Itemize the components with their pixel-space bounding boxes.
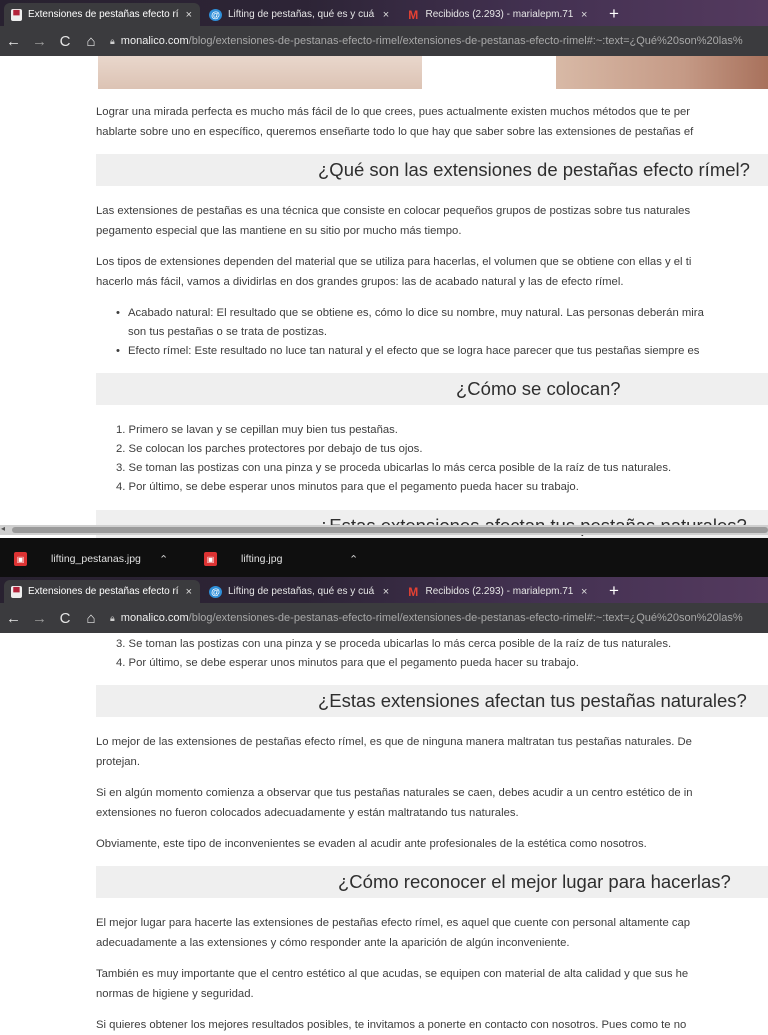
forward-button[interactable]: → bbox=[32, 32, 47, 50]
list-item: 4. Por último, se debe esperar unos minutos para que el pegamento pueda hacer su trabajo. bbox=[116, 657, 579, 669]
tab-title: Extensiones de pestañas efecto rí bbox=[27, 9, 179, 20]
list-item: 3. Se toman las postizas con una pinza y se proceda ubicarlas lo más cerca posible de la raíz de tus naturales. bbox=[116, 638, 672, 650]
paragraph-line-cut: Si quieres obtener los mejores resultados posibles, te invitamos a ponerte en contacto con nosotros. Pues como te no bbox=[96, 1019, 687, 1031]
new-tab-button[interactable]: + bbox=[609, 4, 619, 23]
reload-button[interactable]: C bbox=[59, 32, 71, 50]
lock-icon: 🔒︎ bbox=[110, 612, 115, 623]
page-content-top bbox=[0, 56, 768, 525]
paragraph-line: Si en algún momento comienza a observar que tus pestañas naturales se caen, debes acudir a un centro estético de in bbox=[96, 787, 693, 799]
home-button[interactable]: ⌂ bbox=[86, 32, 96, 50]
image-file-icon: ▣ bbox=[14, 552, 27, 566]
tab-strip bbox=[0, 0, 768, 26]
paragraph-line: Las extensiones de pestañas es una técnica que consiste en colocar pequeños grupos de postizas sobre tus naturales bbox=[96, 205, 691, 217]
tab-strip bbox=[0, 577, 768, 603]
tab-extensiones[interactable] bbox=[4, 580, 200, 603]
downloads-bar bbox=[0, 538, 768, 580]
chevron-up-icon[interactable]: ⌃ bbox=[349, 553, 359, 566]
horizontal-scrollbar[interactable] bbox=[0, 525, 768, 535]
paragraph-line: Lo mejor de las extensiones de pestañas efecto rímel, es que de ninguna manera maltratan tus pestañas naturales. De bbox=[96, 736, 692, 748]
list-item: 1. Primero se lavan y se cepillan muy bien tus pestañas. bbox=[116, 424, 398, 436]
intro-line-1: Lograr una mirada perfecta es mucho más fácil de lo que crees, pues actualmente existen muchos métodos que te per bbox=[96, 106, 691, 118]
close-tab-icon[interactable]: × bbox=[382, 585, 390, 598]
paragraph-line: extensiones no fueron colocados adecuadamente y están maltratando tus naturales. bbox=[96, 807, 519, 819]
download-filename: lifting.jpg bbox=[241, 553, 283, 565]
section-heading: ¿Cómo reconocer el mejor lugar para hacerlas? bbox=[96, 866, 768, 898]
scrollbar-thumb[interactable] bbox=[12, 527, 768, 533]
close-tab-icon[interactable]: × bbox=[185, 8, 193, 21]
tab-gmail[interactable] bbox=[400, 580, 596, 603]
bullet-dot: • bbox=[116, 307, 120, 319]
download-filename: lifting_pestanas.jpg bbox=[51, 553, 141, 565]
article-image-left bbox=[98, 56, 422, 89]
paragraph-line: El mejor lugar para hacerte las extensiones de pestañas efecto rímel, es aquel que cuente con personal altamente cap bbox=[96, 917, 691, 929]
intro-line-2: hablarte sobre uno en específico, queremos enseñarte todo lo que hay que saber sobre las extensiones de pestañas ef bbox=[96, 126, 694, 138]
paragraph-line: Obviamente, este tipo de inconvenientes se evaden al acudir ante profesionales de la estética como nosotros. bbox=[96, 838, 647, 850]
tab-title: Extensiones de pestañas efecto rí bbox=[27, 586, 179, 597]
article-favicon-icon: ▀ bbox=[11, 9, 22, 21]
paragraph-line: protejan. bbox=[96, 756, 140, 768]
address-bar[interactable] bbox=[110, 612, 762, 624]
toolbar bbox=[0, 26, 768, 56]
new-tab-button[interactable]: + bbox=[609, 581, 619, 600]
list-item: 2. Se colocan los parches protectores por debajo de tus ojos. bbox=[116, 443, 423, 455]
chevron-up-icon[interactable]: ⌃ bbox=[159, 553, 169, 566]
bullet-line: Acabado natural: El resultado que se obtiene es, cómo lo dice su nombre, muy natural. Las personas deberán mira bbox=[128, 307, 704, 319]
back-button[interactable]: ← bbox=[6, 609, 21, 627]
url-path: /blog/extensiones-de-pestanas-efecto-rimel/extensiones-de-pestanas-efecto-rimel#:~:text=¿Qué%20son%20las% bbox=[188, 35, 743, 47]
paragraph-line: normas de higiene y seguridad. bbox=[96, 988, 254, 1000]
paragraph-line: hacerlo más fácil, vamos a dividirlas en dos grandes grupos: las de acabado natural y las de efecto rímel. bbox=[96, 276, 624, 288]
browser-window-top bbox=[0, 0, 768, 56]
tab-lifting[interactable] bbox=[202, 580, 398, 603]
lock-icon: 🔒︎ bbox=[110, 35, 115, 46]
list-item: 4. Por último, se debe esperar unos minutos para que el pegamento pueda hacer su trabajo. bbox=[116, 481, 579, 493]
section-heading: ¿Cómo se colocan? bbox=[96, 373, 768, 405]
url-host: monalico.com bbox=[120, 35, 189, 47]
download-item[interactable] bbox=[14, 552, 204, 566]
toolbar bbox=[0, 603, 768, 633]
close-tab-icon[interactable]: × bbox=[185, 585, 193, 598]
browser-window-bottom bbox=[0, 577, 768, 633]
scroll-left-icon[interactable]: ◂ bbox=[1, 524, 6, 533]
paragraph-line: También es muy importante que el centro estético al que acudas, se equipen con material de alta calidad y que sus he bbox=[96, 968, 689, 980]
page-content-bottom bbox=[0, 633, 768, 1031]
home-button[interactable]: ⌂ bbox=[86, 609, 96, 627]
lifting-favicon-icon: @ bbox=[209, 586, 222, 598]
tab-title: Lifting de pestañas, qué es y cuá bbox=[228, 586, 375, 597]
list-item: 3. Se toman las postizas con una pinza y se proceda ubicarlas lo más cerca posible de la raíz de tus naturales. bbox=[116, 462, 672, 474]
section-heading: ¿Estas extensiones afectan tus pestañas naturales? bbox=[96, 685, 768, 717]
download-item[interactable] bbox=[204, 552, 394, 566]
paragraph-line: pegamento especial que las mantiene en su sitio por mucho más tiempo. bbox=[96, 225, 462, 237]
address-bar[interactable] bbox=[110, 35, 762, 47]
url-path: /blog/extensiones-de-pestanas-efecto-rimel/extensiones-de-pestanas-efecto-rimel#:~:text=¿Qué%20son%20las% bbox=[188, 612, 743, 624]
close-tab-icon[interactable]: × bbox=[580, 585, 588, 598]
close-tab-icon[interactable]: × bbox=[580, 8, 588, 21]
tab-title: Recibidos (2.293) - marialepm.71 bbox=[425, 586, 574, 597]
tab-title: Lifting de pestañas, qué es y cuá bbox=[228, 9, 375, 20]
tab-gmail[interactable] bbox=[400, 3, 596, 26]
paragraph-line: adecuadamente a las extensiones y cómo responder ante la aparición de algún inconveniente. bbox=[96, 937, 570, 949]
lifting-favicon-icon: @ bbox=[209, 9, 222, 21]
bullet-line: son tus pestañas o se trata de postizas. bbox=[128, 326, 328, 338]
image-file-icon: ▣ bbox=[204, 552, 217, 566]
section-heading: ¿Qué son las extensiones de pestañas efecto rímel? bbox=[96, 154, 768, 186]
url-host: monalico.com bbox=[120, 612, 189, 624]
gmail-favicon-icon: M bbox=[408, 7, 419, 22]
article-favicon-icon: ▀ bbox=[11, 586, 22, 598]
tab-title: Recibidos (2.293) - marialepm.71 bbox=[425, 9, 574, 20]
close-tab-icon[interactable]: × bbox=[382, 8, 390, 21]
gmail-favicon-icon: M bbox=[408, 584, 419, 599]
paragraph-line: Los tipos de extensiones dependen del material que se utiliza para hacerlas, el volumen que se obtiene con ellas y el ti bbox=[96, 256, 692, 268]
bullet-dot: • bbox=[116, 345, 120, 357]
forward-button[interactable]: → bbox=[32, 609, 47, 627]
reload-button[interactable]: C bbox=[59, 609, 71, 627]
tab-extensiones[interactable] bbox=[4, 3, 200, 26]
tab-lifting[interactable] bbox=[202, 3, 398, 26]
article-image-right bbox=[556, 56, 768, 89]
bullet-line: Efecto rímel: Este resultado no luce tan natural y el efecto que se logra hace parecer que tus pestañas siempre es bbox=[128, 345, 700, 357]
back-button[interactable]: ← bbox=[6, 32, 21, 50]
